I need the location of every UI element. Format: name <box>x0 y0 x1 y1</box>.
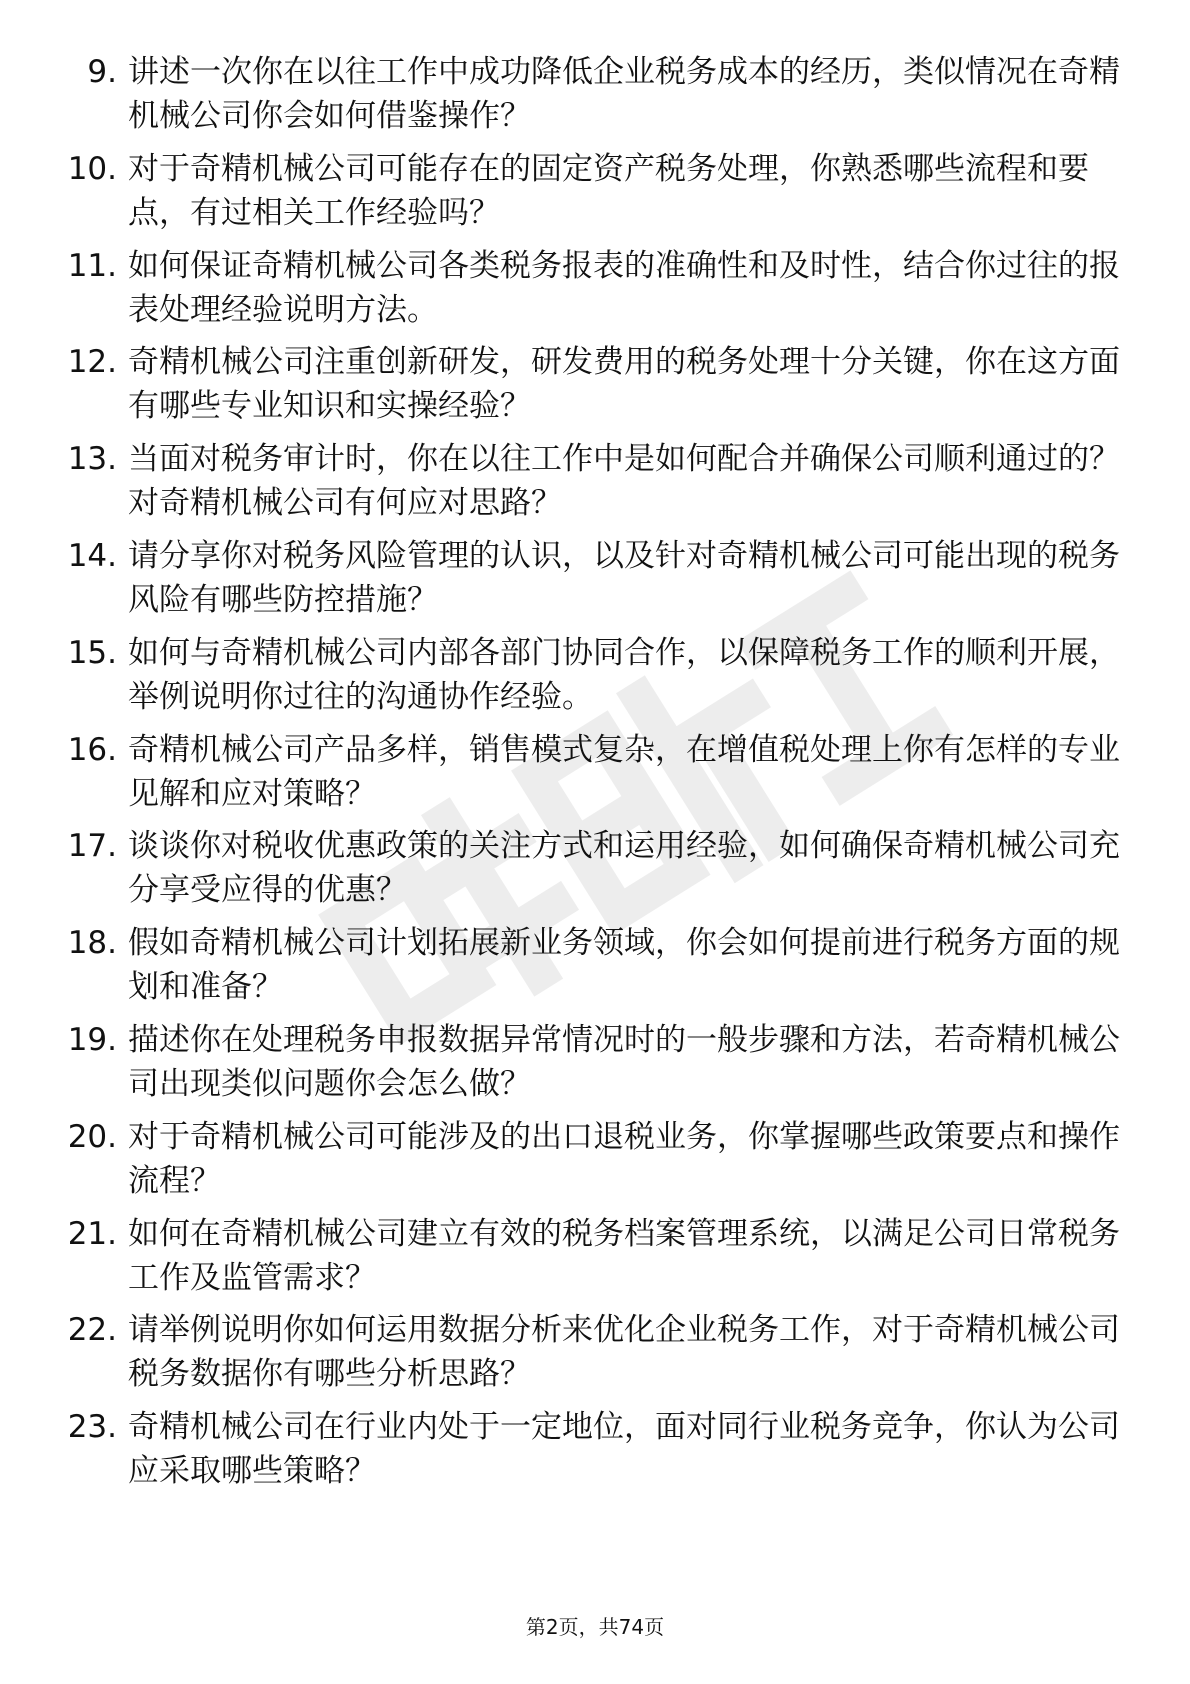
question-number: 12. <box>67 344 117 381</box>
question-text: 奇精机械公司在行业内处于一定地位，面对同行业税务竞争，你认为公司应采取哪些策略？ <box>128 1409 1120 1490</box>
question-text: 请分享你对税务风险管理的认识，以及针对奇精机械公司可能出现的税务风险有哪些防控措施？ <box>128 537 1120 618</box>
question-list <box>0 50 1190 1502</box>
list-item <box>0 631 1190 728</box>
question-text: 假如奇精机械公司计划拓展新业务领域，你会如何提前进行税务方面的规划和准备？ <box>128 925 1120 1006</box>
list-item <box>0 1212 1190 1309</box>
question-number: 13. <box>67 441 117 478</box>
question-number: 15. <box>67 634 117 671</box>
list-item <box>0 437 1190 534</box>
list-item <box>0 1115 1190 1212</box>
list-item <box>0 534 1190 631</box>
question-number: 9. <box>87 54 117 90</box>
question-number: 21. <box>67 1215 117 1252</box>
page-number-label: 第2页，共74页 <box>525 1615 665 1639</box>
question-text: 奇精机械公司产品多样，销售模式复杂，在增值税处理上你有怎样的专业见解和应对策略？ <box>128 731 1120 812</box>
question-number: 17. <box>67 828 117 865</box>
question-number: 22. <box>67 1312 117 1349</box>
question-text: 对于奇精机械公司可能涉及的出口退税业务，你掌握哪些政策要点和操作流程？ <box>128 1118 1120 1199</box>
list-item <box>0 1018 1190 1115</box>
list-item <box>0 147 1190 244</box>
question-number: 18. <box>67 925 117 962</box>
question-number: 10. <box>67 150 117 187</box>
question-text: 讲述一次你在以往工作中成功降低企业税务成本的经历，类似情况在奇精机械公司你会如何借鉴操作？ <box>128 54 1120 134</box>
question-text: 当面对税务审计时，你在以往工作中是如何配合并确保公司顺利通过的？对奇精机械公司有何应对思路？ <box>128 441 1120 522</box>
page-footer <box>0 1613 1190 1641</box>
list-item <box>0 340 1190 437</box>
question-text: 请举例说明你如何运用数据分析来优化企业税务工作，对于奇精机械公司税务数据你有哪些分析思路？ <box>128 1312 1120 1393</box>
list-item <box>0 1308 1190 1405</box>
list-item <box>0 1405 1190 1502</box>
question-text: 如何在奇精机械公司建立有效的税务档案管理系统，以满足公司日常税务工作及监管需求？ <box>128 1215 1120 1296</box>
question-number: 23. <box>67 1409 117 1446</box>
question-number: 19. <box>67 1021 117 1058</box>
list-item <box>0 921 1190 1018</box>
list-item <box>0 50 1190 147</box>
question-number: 11. <box>67 247 117 284</box>
list-item <box>0 824 1190 921</box>
question-text: 谈谈你对税收优惠政策的关注方式和运用经验，如何确保奇精机械公司充分享受应得的优惠？ <box>128 828 1120 909</box>
question-number: 14. <box>67 537 117 574</box>
question-number: 20. <box>67 1118 117 1155</box>
question-text: 如何保证奇精机械公司各类税务报表的准确性和及时性，结合你过往的报表处理经验说明方法。 <box>128 247 1120 328</box>
list-item <box>0 244 1190 341</box>
list-item <box>0 728 1190 825</box>
question-text: 如何与奇精机械公司内部各部门协同合作，以保障税务工作的顺利开展，举例说明你过往的沟通协作经验。 <box>128 634 1120 715</box>
question-number: 16. <box>67 731 117 768</box>
question-text: 描述你在处理税务申报数据异常情况时的一般步骤和方法，若奇精机械公司出现类似问题你会怎么做？ <box>128 1021 1120 1102</box>
question-text: 对于奇精机械公司可能存在的固定资产税务处理，你熟悉哪些流程和要点，有过相关工作经验吗？ <box>128 150 1089 231</box>
question-text: 奇精机械公司注重创新研发，研发费用的税务处理十分关键，你在这方面有哪些专业知识和实操经验？ <box>128 344 1120 425</box>
